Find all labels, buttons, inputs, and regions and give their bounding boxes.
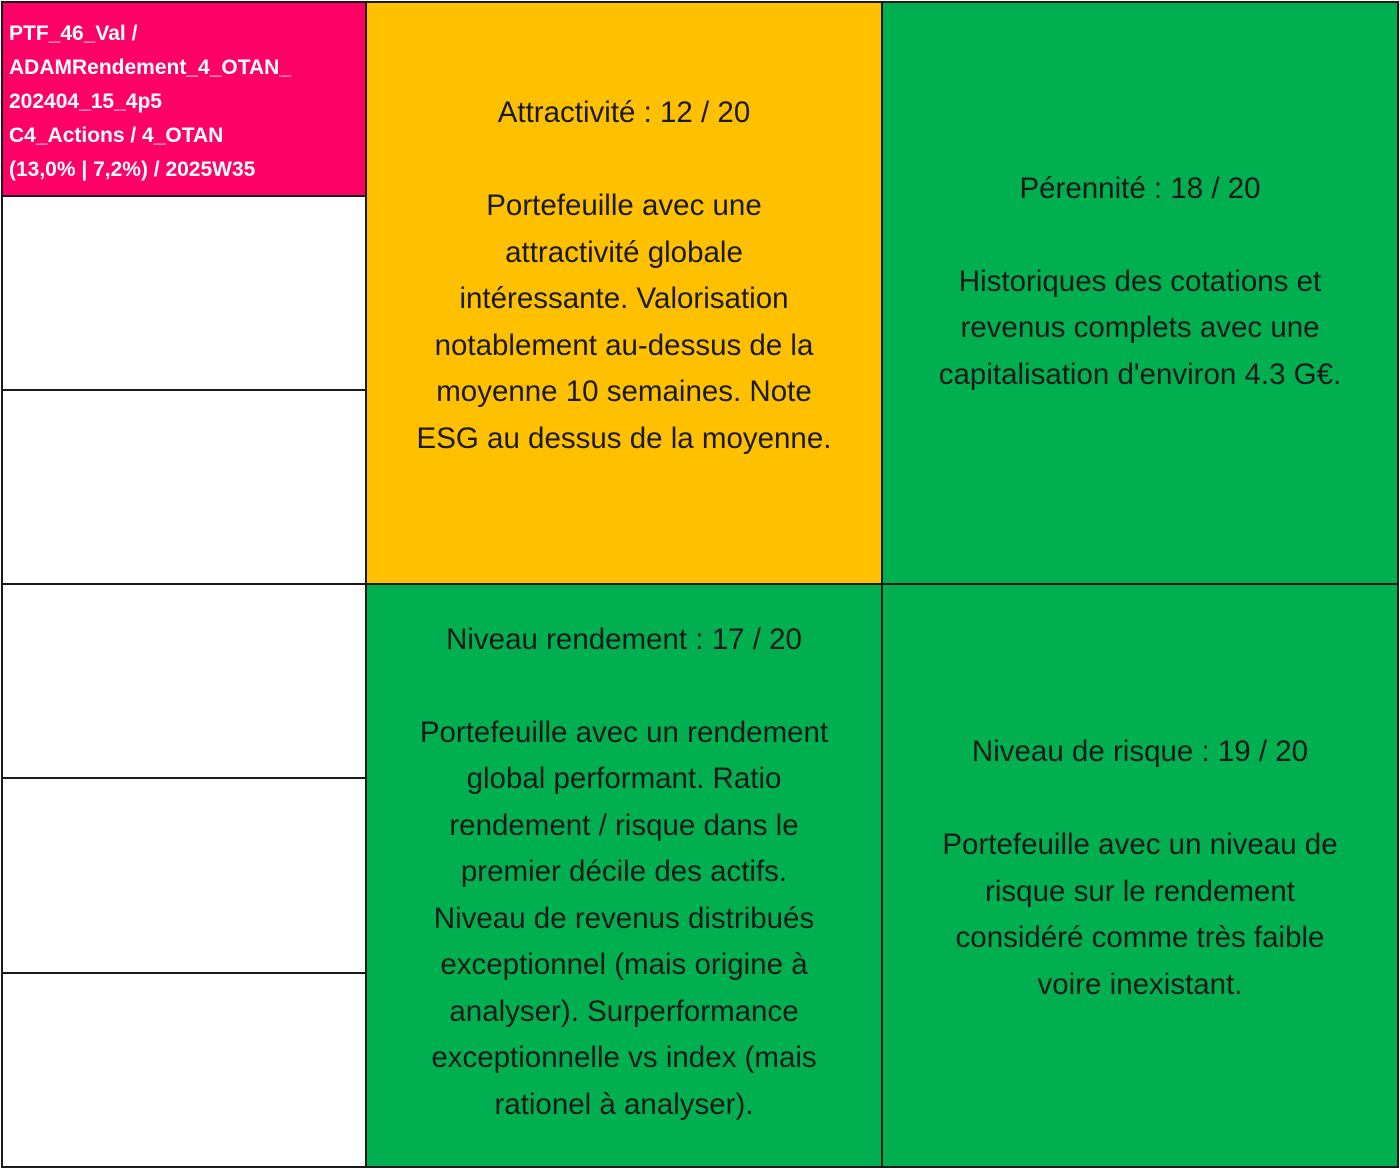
perennite-line: Historiques des cotations et — [958, 264, 1322, 298]
portfolio-title-line: (13,0% | 7,2%) / 2025W35 — [9, 158, 256, 181]
attractivite-line: Portefeuille avec une — [486, 189, 762, 222]
attractivite-line: moyenne 10 semaines. Note — [436, 375, 812, 408]
attractivite-line: intéressante. Valorisation — [459, 282, 789, 315]
blank-cell — [1, 389, 367, 585]
rendement-heading: Niveau rendement : 17 / 20 — [446, 622, 802, 656]
rendement-cell — [365, 583, 883, 1168]
attractivite-line: ESG au dessus de la moyenne. — [416, 421, 832, 455]
perennite-heading: Pérennité : 18 / 20 — [1019, 171, 1261, 205]
risque-line: voire inexistant. — [1037, 967, 1243, 1001]
rendement-line: exceptionnel (mais origine à — [440, 948, 808, 982]
attractivite-cell — [365, 1, 883, 585]
risque-line: risque sur le rendement — [985, 874, 1295, 908]
portfolio-title-line: PTF_46_Val / — [9, 22, 138, 45]
rendement-line: Niveau de revenus distribués — [433, 901, 815, 935]
rendement-line: rendement / risque dans le — [449, 808, 799, 842]
perennite-line: revenus complets avec une — [960, 311, 1320, 345]
risque-cell — [881, 583, 1399, 1168]
blank-cell — [1, 583, 367, 779]
risque-line: Portefeuille avec un niveau de — [942, 828, 1338, 861]
perennite-cell — [881, 1, 1399, 585]
rendement-line: rationel à analyser). — [494, 1087, 754, 1121]
risque-heading: Niveau de risque : 19 / 20 — [971, 735, 1309, 768]
attractivite-line: notablement au-dessus de la — [434, 328, 814, 362]
blank-cell — [1, 195, 367, 391]
portfolio-title-line: ADAMRendement_4_OTAN_ — [9, 56, 291, 79]
risque-line: considéré comme très faible — [955, 921, 1325, 954]
rendement-line: exceptionnelle vs index (mais — [431, 1041, 817, 1075]
perennite-line: capitalisation d'environ 4.3 G€. — [938, 357, 1342, 391]
blank-cell — [1, 972, 367, 1168]
rendement-line: global performant. Ratio — [466, 762, 782, 796]
blank-cell — [1, 777, 367, 974]
rendement-line: Portefeuille avec un rendement — [419, 715, 829, 749]
risque-description — [942, 822, 1337, 1008]
portfolio-title-cell — [1, 1, 367, 197]
attractivite-description — [417, 183, 832, 462]
perennite-description — [939, 259, 1342, 399]
attractivite-line: attractivité globale — [505, 235, 743, 269]
portfolio-title-line: C4_Actions / 4_OTAN — [9, 124, 224, 147]
rendement-line: analyser). Surperformance — [449, 994, 799, 1028]
rendement-description — [420, 710, 828, 1129]
attractivite-heading: Attractivité : 12 / 20 — [497, 96, 751, 129]
portfolio-title-line: 202404_15_4p5 — [9, 90, 162, 113]
rendement-line: premier décile des actifs. — [460, 855, 788, 889]
